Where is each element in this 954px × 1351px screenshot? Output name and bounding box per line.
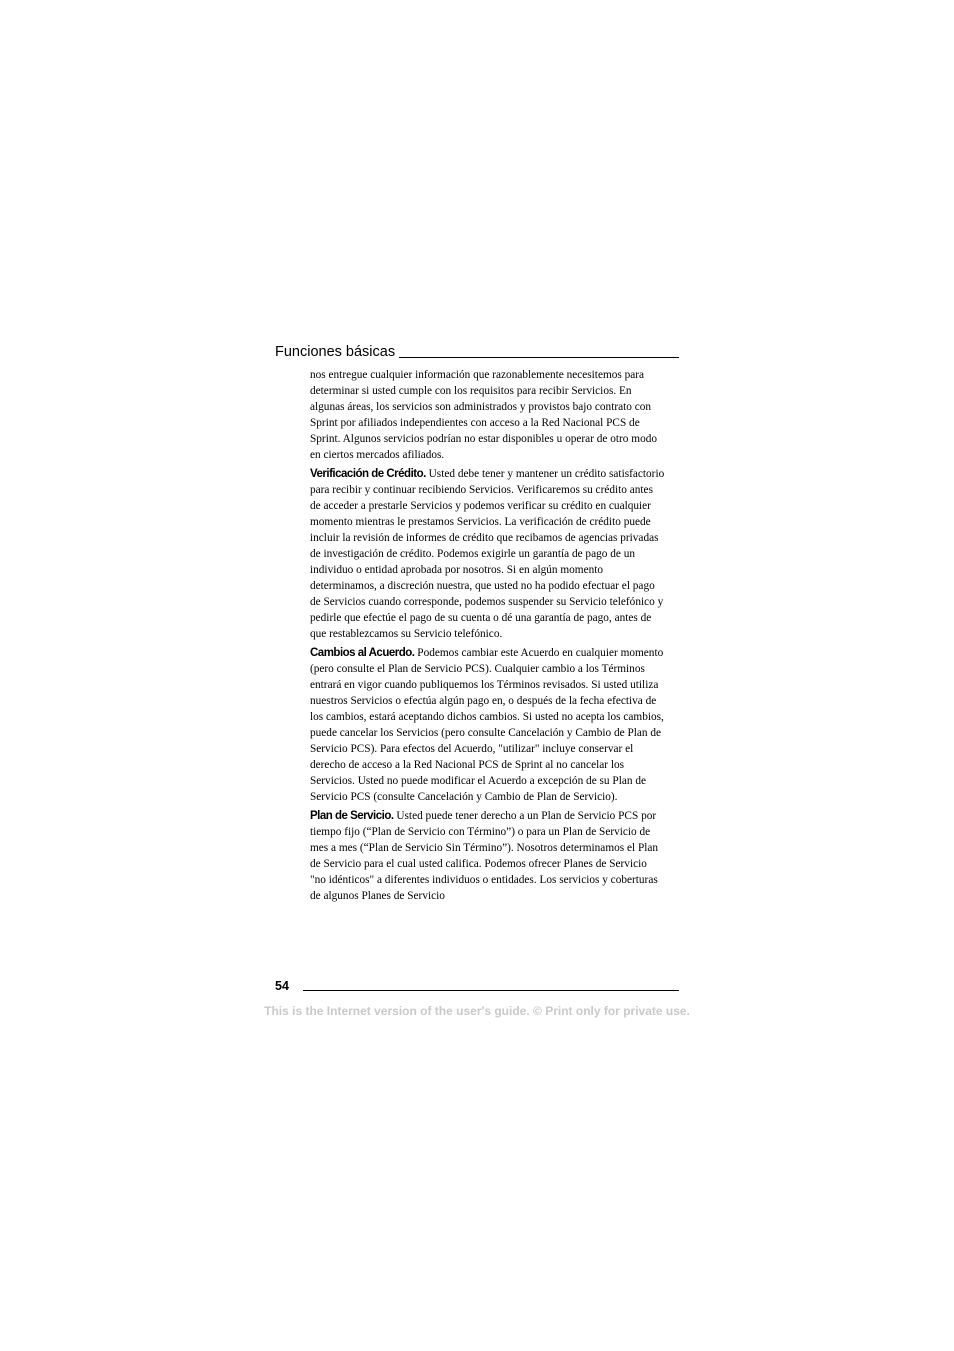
- paragraph-intro: [310, 367, 665, 463]
- paragraph-credit-verification: [310, 466, 665, 642]
- body-text: [310, 367, 665, 907]
- footer-rule: [303, 990, 679, 991]
- paragraph-text: Usted puede tener derecho a un Plan de Servicio PCS por tiempo fijo (“Plan de Servicio con Término”) o para un Plan de Servicio de mes a mes (“Plan de Servicio Sin Término”). Nosotros determinamos el Plan de Servicio para el cual usted califica. Podemos ofrecer Planes de Servicio "no idénticos" a diferentes individuos o entidades. Los servicios y coberturas de algunos Planes de Servicio: [310, 810, 659, 902]
- paragraph-heading: Cambios al Acuerdo.: [310, 647, 415, 659]
- paragraph-service-plan: [310, 808, 665, 904]
- paragraph-agreement-changes: [310, 645, 665, 805]
- page-footer: [275, 978, 679, 994]
- internet-version-notice: This is the Internet version of the user's guide. © Print only for private use.: [264, 1004, 690, 1018]
- page-number: 54: [275, 979, 289, 993]
- section-title: Funciones básicas: [275, 344, 396, 360]
- paragraph-heading: Verificación de Crédito.: [310, 468, 426, 480]
- paragraph-heading: Plan de Servicio.: [310, 810, 394, 822]
- paragraph-text: Usted debe tener y mantener un crédito satisfactorio para recibir y continuar recibiendo Servicios. Verificaremos su crédito antes de acceder a prestarle Servicios y podemos verificar su crédito en cualquier momento mientras le prestamos Servicios. La verificación de crédito puede incluir la revisión de informes de crédito que recibamos de agencias privadas de investigación de crédito. Podemos exigirle un garantía de pago de un individuo o entidad aprobada por nosotros. Si en algún momento determinamos, a discreción nuestra, que usted no ha podido efectuar el pago de Servicios cuando corresponde, podemos suspender su Servicio telefónico y pedirle que efectúe el pago de su cuenta o dé una garantía de pago, antes de que restablezcamos su Servicio telefónico.: [310, 468, 665, 640]
- header-rule: [399, 357, 679, 358]
- page-header: [275, 341, 679, 361]
- paragraph-text: nos entregue cualquier información que razonablemente necesitemos para determinar si usted cumple con los requisitos para recibir Servicios. En algunas áreas, los servicios son administrados y provistos bajo contrato con Sprint por afiliados independientes con acceso a la Red Nacional PCS de Sprint. Algunos servicios podrían no estar disponibles u operar de otro modo en ciertos mercados afiliados.: [310, 369, 658, 461]
- paragraph-text: Podemos cambiar este Acuerdo en cualquier momento (pero consulte el Plan de Servicio PCS). Cualquier cambio a los Términos entrará en vigor cuando publiquemos los Términos revisados. Si usted utiliza nuestros Servicios o efectúa algún pago en, o después de la fecha efectiva de los cambios, estará aceptando dichos cambios. Si usted no acepta los cambios, puede cancelar los Servicios (pero consulte Cancelación y Cambio de Plan de Servicio PCS). Para efectos del Acuerdo, "utilizar" incluye conservar el derecho de acceso a la Red Nacional PCS de Sprint al no cancelar los Servicios. Usted no puede modificar el Acuerdo a excepción de su Plan de Servicio PCS (consulte Cancelación y Cambio de Plan de Servicio).: [310, 647, 664, 803]
